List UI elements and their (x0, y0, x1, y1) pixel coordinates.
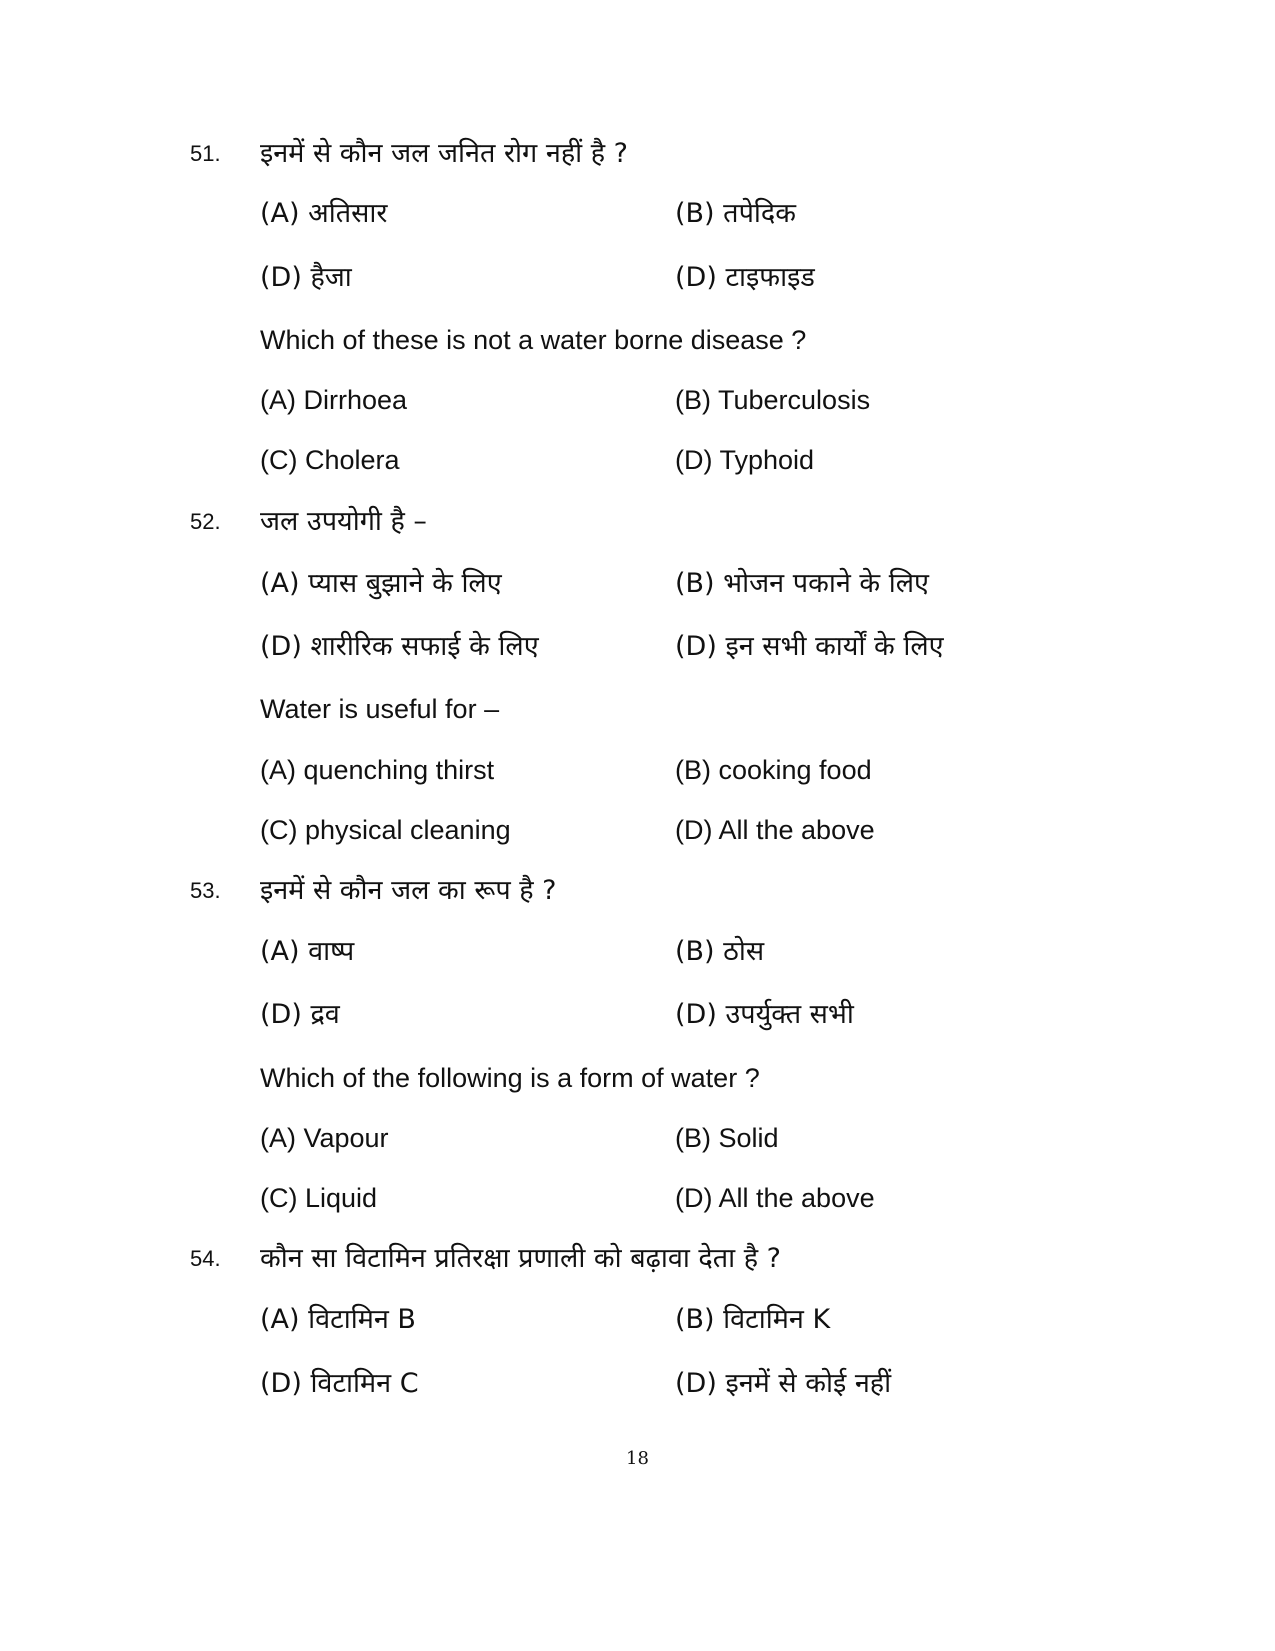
option-hindi: (B) तपेदिक (675, 198, 796, 229)
option-hindi: (D) द्रव (260, 999, 340, 1030)
question-text-hindi: इनमें से कौन जल जनित रोग नहीं है ? (260, 138, 628, 169)
option-english: (B) Tuberculosis (675, 385, 871, 415)
option-english: (B) Solid (675, 1123, 779, 1153)
option-hindi: (A) अतिसार (260, 198, 388, 229)
question-number: 52. (190, 509, 221, 534)
option-english: (A) Dirrhoea (260, 385, 408, 415)
option-hindi: (B) भोजन पकाने के लिए (675, 568, 929, 599)
option-english: (A) Vapour (260, 1123, 389, 1153)
option-hindi: (A) प्यास बुझाने के लिए (260, 568, 502, 599)
option-english: (C) Liquid (260, 1183, 378, 1213)
option-english: (B) cooking food (675, 755, 872, 785)
question-text-english: Water is useful for – (260, 694, 500, 724)
question-number: 51. (190, 141, 221, 166)
option-hindi: (B) ठोस (675, 936, 765, 967)
option-hindi: (A) वाष्प (260, 936, 355, 967)
question-text-english: Which of these is not a water borne disease ? (260, 325, 807, 355)
option-english: (C) Cholera (260, 445, 400, 475)
option-hindi: (D) उपर्युक्त सभी (675, 999, 854, 1030)
option-hindi: (D) हैजा (260, 262, 352, 293)
option-hindi: (D) विटामिन C (260, 1368, 419, 1399)
option-english: (D) All the above (675, 1183, 875, 1213)
option-hindi: (B) विटामिन K (675, 1304, 831, 1335)
option-english: (C) physical cleaning (260, 815, 511, 845)
page-number: 18 (626, 1448, 649, 1469)
option-hindi: (D) टाइफाइड (675, 262, 815, 293)
question-text-english: Which of the following is a form of water ? (260, 1063, 760, 1093)
question-number: 54. (190, 1246, 221, 1271)
question-number: 53. (190, 878, 221, 903)
option-english: (A) quenching thirst (260, 755, 495, 785)
option-hindi: (D) इन सभी कार्यों के लिए (675, 631, 944, 662)
option-english: (D) All the above (675, 815, 875, 845)
option-english: (D) Typhoid (675, 445, 815, 475)
option-hindi: (A) विटामिन B (260, 1304, 416, 1335)
option-hindi: (D) शारीरिक सफाई के लिए (260, 631, 539, 662)
option-hindi: (D) इनमें से कोई नहीं (675, 1368, 892, 1399)
question-text-hindi: जल उपयोगी है – (260, 506, 427, 537)
question-text-hindi: इनमें से कौन जल का रूप है ? (260, 875, 557, 906)
question-text-hindi: कौन सा विटामिन प्रतिरक्षा प्रणाली को बढ़ावा देता है ? (260, 1243, 781, 1274)
